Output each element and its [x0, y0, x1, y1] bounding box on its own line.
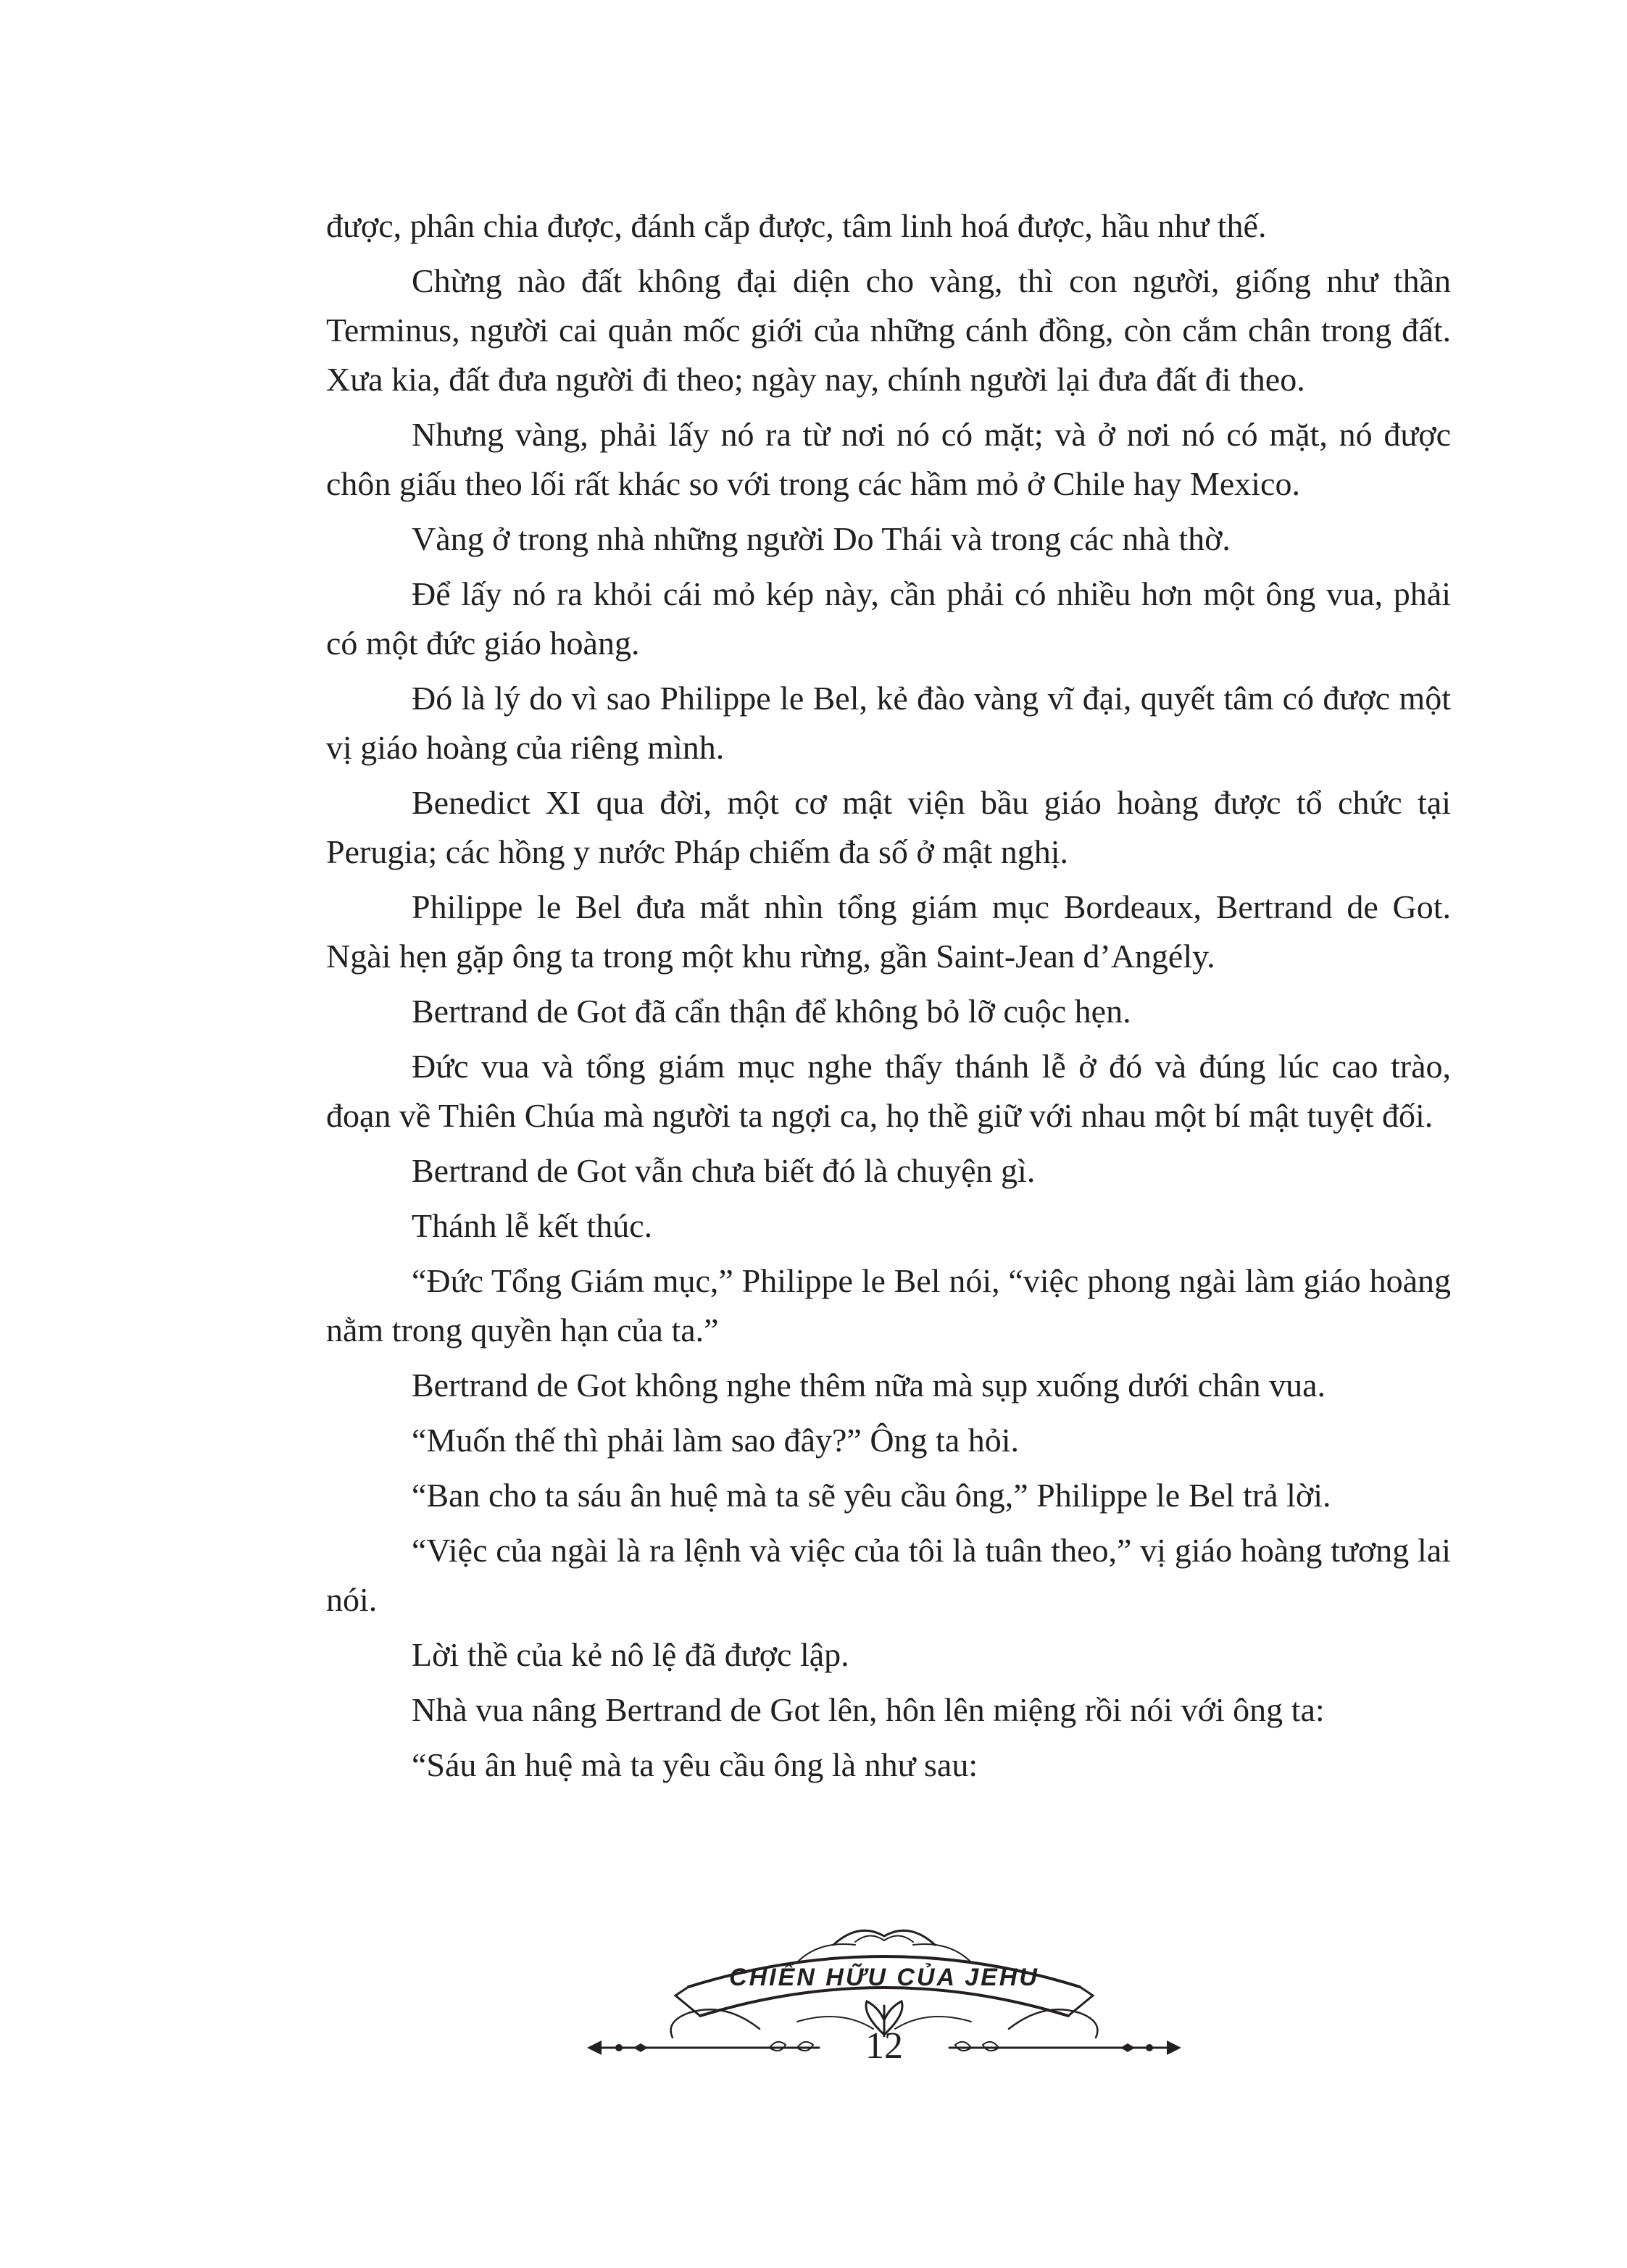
- paragraph: Bertrand de Got vẫn chưa biết đó là chuyện gì.: [412, 1152, 1036, 1189]
- paragraph: Lời thề của kẻ nô lệ đã được lập.: [412, 1636, 849, 1673]
- paragraph: Vàng ở trong nhà những người Do Thái và trong các nhà thờ.: [412, 520, 1231, 557]
- page-footer: [580, 1920, 1189, 2065]
- paragraph: Nhà vua nâng Bertrand de Got lên, hôn lên miệng rồi nói với ông ta:: [412, 1691, 1325, 1728]
- paragraph: được, phân chia được, đánh cắp được, tâm linh hoá được, hầu như thế.: [326, 207, 1267, 244]
- paragraph: “Sáu ân huệ mà ta yêu cầu ông là như sau:: [412, 1746, 978, 1783]
- paragraph: Benedict XI qua đời, một cơ mật viện bầu giáo hoàng được tổ chức tại Perugia; các hồng y nước Pháp chiếm đa số ở mật nghị.: [326, 784, 1451, 870]
- paragraph: Bertrand de Got không nghe thêm nữa mà sụp xuống dưới chân vua.: [412, 1367, 1326, 1404]
- paragraph: “Muốn thế thì phải làm sao đây?” Ông ta hỏi.: [412, 1422, 1020, 1459]
- paragraph: “Đức Tổng Giám mục,” Philippe le Bel nói, “việc phong ngài làm giáo hoàng nằm trong quyền hạn của ta.”: [326, 1262, 1451, 1348]
- paragraph: Bertrand de Got đã cẩn thận để không bỏ lỡ cuộc hẹn.: [412, 993, 1131, 1030]
- paragraph: Để lấy nó ra khỏi cái mỏ kép này, cần phải có nhiều hơn một ông vua, phải có một đức giáo hoàng.: [326, 575, 1451, 662]
- paragraph: “Ban cho ta sáu ân huệ mà ta sẽ yêu cầu ông,” Philippe le Bel trả lời.: [412, 1477, 1331, 1514]
- paragraph: Đức vua và tổng giám mục nghe thấy thánh lễ ở đó và đúng lúc cao trào, đoạn về Thiên Chúa mà người ta ngợi ca, họ thề giữ với nhau một bí mật tuyệt đối.: [326, 1048, 1451, 1134]
- page-number: 12: [865, 2025, 903, 2067]
- paragraph: Đó là lý do vì sao Philippe le Bel, kẻ đào vàng vĩ đại, quyết tâm có được một vị giáo hoàng của riêng mình.: [326, 680, 1451, 766]
- series-title: CHIẾN HỮU CỦA JEHU: [729, 1964, 1039, 1991]
- paragraph: Philippe le Bel đưa mắt nhìn tổng giám mục Bordeaux, Bertrand de Got. Ngài hẹn gặp ông ta trong một khu rừng, gần Saint-Jean d’Angély.: [326, 888, 1451, 975]
- paragraph: “Việc của ngài là ra lệnh và việc của tôi là tuân theo,” vị giáo hoàng tương lai nói.: [326, 1532, 1451, 1618]
- paragraph: Nhưng vàng, phải lấy nó ra từ nơi nó có mặt; và ở nơi nó có mặt, nó được chôn giấu theo lối rất khác so với trong các hầm mỏ ở Chile hay Mexico.: [326, 416, 1451, 502]
- paragraph: Thánh lễ kết thúc.: [412, 1207, 653, 1244]
- paragraph: Chừng nào đất không đại diện cho vàng, thì con người, giống như thần Terminus, người cai quản mốc giới của những cánh đồng, còn cắm chân trong đất. Xưa kia, đất đưa người đi theo; ngày nay, chính người lại đưa đất đi theo.: [326, 262, 1451, 398]
- body-text: [326, 201, 1451, 1790]
